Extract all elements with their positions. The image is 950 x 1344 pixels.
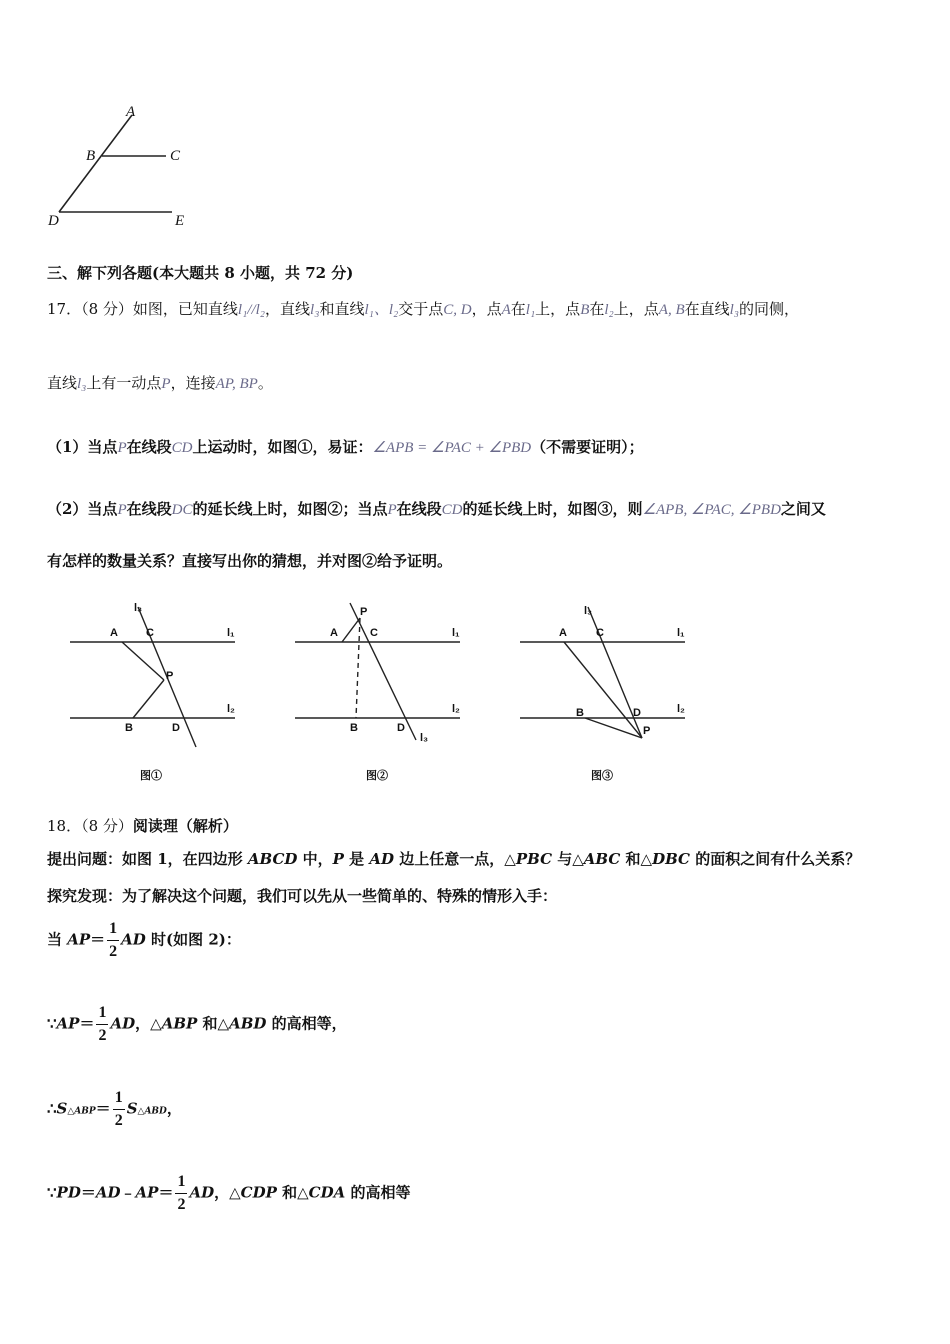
q18-header <box>47 815 238 836</box>
q17-text: 在线段 <box>126 500 172 518</box>
fig1-caption: 图① <box>140 770 162 782</box>
fraction-half <box>107 918 119 963</box>
fig2-label-A: A <box>330 627 338 639</box>
math-l3: l₃ <box>77 376 87 392</box>
q18-score: （8 分） <box>81 817 133 835</box>
math-CDP: CDP <box>240 1183 277 1202</box>
math-A-B: A, B <box>658 302 685 318</box>
fig3-caption: 图③ <box>591 770 613 782</box>
math-l1-l2: l₁、l₂ <box>364 302 399 318</box>
fig3-label-l2: l₂ <box>677 703 685 715</box>
q17-text: 在线段 <box>396 500 442 518</box>
q17-text: 的延长线上时，如图③，则 <box>462 500 643 518</box>
math-S: S <box>126 1099 138 1118</box>
q17-text: ，直线 <box>265 300 311 318</box>
math-P: P <box>117 502 127 518</box>
fig1-label-l1: l₁ <box>227 627 235 639</box>
q17-text: 和直线 <box>319 300 365 318</box>
math-AD: AD <box>95 1183 121 1202</box>
fig3-label-l1: l₁ <box>677 627 685 639</box>
math-AD: AD <box>110 1014 136 1033</box>
q18-text: 和△ <box>620 850 653 868</box>
fig2-label-C: C <box>370 627 378 639</box>
equals-sign: ＝ <box>80 1183 96 1202</box>
q17-figures <box>60 600 700 785</box>
math-AP: AP <box>135 1183 159 1202</box>
section-heading: 三、解下列各题(本大题共 8 小题，共 72 分) <box>47 264 354 282</box>
q17-text: 。 <box>257 374 273 392</box>
fig1-label-P: P <box>166 670 174 682</box>
math-AP: AP <box>67 930 91 949</box>
fig3-label-l3: l₃ <box>584 605 593 617</box>
q17-text: ，点 <box>471 300 502 318</box>
q17-text: 在 <box>510 300 526 318</box>
math-l2: l₂ <box>604 302 614 318</box>
equals-sign: ＝ <box>79 1014 95 1033</box>
fraction-numerator: 1 <box>96 1002 108 1025</box>
fig2-label-l1: l₁ <box>452 627 460 639</box>
q18-text: 提出问题：如图 1，在四边形 <box>47 850 248 868</box>
q17-text: 如图，已知直线 <box>132 300 238 318</box>
line-AD <box>59 115 132 212</box>
math-AP-BP: AP, BP <box>215 376 258 392</box>
q18-text: 的面积之间有什么关系？ <box>690 850 861 868</box>
math-l3: l₃ <box>310 302 320 318</box>
q17-text: 上运动时，如图①，易证： <box>192 438 373 456</box>
q17-score: （8 分） <box>81 300 133 318</box>
fraction-half <box>96 1002 108 1047</box>
math-AD: AD <box>189 1183 215 1202</box>
fig1-label-C: C <box>146 627 154 639</box>
q18-number: 18． <box>47 817 82 835</box>
fig2-label-P: P <box>360 606 368 618</box>
q17-text: 交于点 <box>398 300 444 318</box>
math-CDA: CDA <box>308 1183 346 1202</box>
q17-text: 直线 <box>47 374 78 392</box>
q18-title: 阅读理（解析） <box>132 817 238 835</box>
math-S: S <box>56 1099 68 1118</box>
label-D: D <box>48 213 59 229</box>
q18-text: ，△ <box>214 1183 241 1202</box>
q17-figures-svg <box>60 600 700 785</box>
q18-text: 的高相等 <box>345 1183 411 1202</box>
math-P: P <box>117 440 127 456</box>
fig1-label-D: D <box>172 722 180 734</box>
math-PD: PD <box>56 1183 81 1202</box>
label-B: B <box>86 148 96 164</box>
math-ABC: ABC <box>583 850 621 868</box>
subscript-ABP: △ABP <box>67 1106 96 1117</box>
math-l1-parallel-l2: l₁//l₂ <box>237 302 266 318</box>
fig3-label-C: C <box>596 627 604 639</box>
q17-part1 <box>47 436 644 457</box>
q17-text: 的同侧， <box>739 300 800 318</box>
fig3-label-A: A <box>559 627 567 639</box>
q17-text: 之间又 <box>780 500 826 518</box>
q17-text: （1）当点 <box>47 438 118 456</box>
math-angle-equation: ∠APB = ∠PAC + ∠PBD <box>372 440 532 456</box>
equals-sign: ＝ <box>90 930 106 949</box>
math-C-D: C, D <box>443 302 472 318</box>
math-l3: l₃ <box>729 302 740 318</box>
q17-text: ，连接 <box>170 374 216 392</box>
q18-text: 中， <box>297 850 333 868</box>
math-B: B <box>580 302 590 318</box>
fraction-half <box>113 1087 125 1132</box>
q18-text: 边上任意一点，△ <box>394 850 516 868</box>
fig2-caption: 图② <box>366 770 388 782</box>
q17-text: （不需要证明）； <box>531 438 644 456</box>
math-A: A <box>501 302 511 318</box>
equals-sign: ＝ <box>158 1183 174 1202</box>
q17-text: 在线段 <box>126 438 172 456</box>
q18-text: ，△ <box>135 1014 162 1033</box>
label-C: C <box>170 148 181 164</box>
q18-step2 <box>47 1002 347 1047</box>
q18-text: 和△ <box>276 1183 309 1202</box>
q18-step4 <box>47 1171 411 1216</box>
fraction-denominator: 2 <box>114 1112 123 1129</box>
math-P: P <box>387 502 397 518</box>
math-AD: AD <box>369 850 395 868</box>
fig1-label-l2: l₂ <box>227 703 235 715</box>
figure-2 <box>295 603 460 740</box>
math-DC: DC <box>171 502 193 518</box>
fig2-label-D: D <box>397 722 405 734</box>
q17-line1 <box>47 298 799 319</box>
math-P: P <box>332 850 344 868</box>
fig2-label-l2: l₂ <box>452 703 460 715</box>
because-symbol: ∵ <box>47 1014 57 1033</box>
math-CD: CD <box>171 440 193 456</box>
fraction-denominator: 2 <box>98 1027 107 1044</box>
q18-text: ， <box>166 1099 182 1118</box>
q17-text: 在直线 <box>684 300 730 318</box>
fraction-numerator: 1 <box>107 918 119 941</box>
math-DBC: DBC <box>652 850 690 868</box>
fig2-label-B: B <box>350 722 358 734</box>
fig2-label-l3: l₃ <box>420 732 429 744</box>
label-A: A <box>126 104 136 120</box>
fraction-numerator: 1 <box>175 1171 187 1194</box>
fraction-denominator: 2 <box>177 1196 186 1213</box>
math-ABP: ABP <box>161 1014 198 1033</box>
top-figure-svg <box>40 100 210 240</box>
fig1-label-l3: l₃ <box>134 602 143 614</box>
minus-sign: ﹣ <box>120 1183 136 1202</box>
q17-part2 <box>47 498 826 519</box>
equals-sign: ＝ <box>95 1099 111 1118</box>
math-ABD: ABD <box>229 1014 267 1033</box>
math-PBC: PBC <box>515 850 553 868</box>
because-symbol: ∵ <box>47 1183 57 1202</box>
math-angles: ∠APB, ∠PAC, ∠PBD <box>642 502 781 518</box>
q18-explore: 探究发现：为了解决这个问题，我们可以先从一些简单的、特殊的情形入手： <box>47 887 558 905</box>
q18-text: 是 <box>343 850 370 868</box>
q18-step1 <box>47 918 241 963</box>
fig3-label-B: B <box>576 707 584 719</box>
q18-question <box>47 848 860 869</box>
fig3-label-D: D <box>633 707 641 719</box>
fraction-denominator: 2 <box>109 943 118 960</box>
math-AP: AP <box>56 1014 80 1033</box>
q17-text: 上，点 <box>535 300 581 318</box>
top-figure <box>40 100 210 240</box>
math-ABCD: ABCD <box>247 850 298 868</box>
math-P: P <box>161 376 171 392</box>
q18-text: 当 <box>47 930 68 949</box>
q17-text: 在 <box>589 300 605 318</box>
q18-text: 时(如图 2)： <box>145 930 241 949</box>
q17-line2 <box>47 372 273 393</box>
therefore-symbol: ∴ <box>47 1099 57 1118</box>
math-l1: l₁ <box>525 302 536 318</box>
q18-text: 的高相等， <box>266 1014 347 1033</box>
q17-text: （2）当点 <box>47 500 118 518</box>
q17-part2-line2: 有怎样的数量关系？直接写出你的猜想，并对图②给予证明。 <box>47 552 453 570</box>
fraction-half <box>175 1171 187 1216</box>
subscript-ABD: △ABD <box>137 1106 167 1117</box>
q18-text: 与△ <box>552 850 584 868</box>
math-CD: CD <box>441 502 463 518</box>
math-AD: AD <box>121 930 146 949</box>
q17-number: 17． <box>47 300 82 318</box>
fig1-label-B: B <box>125 722 133 734</box>
q17-text: 上有一动点 <box>86 374 162 392</box>
label-E: E <box>175 213 185 229</box>
q17-text: 的延长线上时，如图②；当点 <box>192 500 388 518</box>
fig1-label-A: A <box>110 627 118 639</box>
q17-text: 上，点 <box>613 300 659 318</box>
q18-step3 <box>47 1087 182 1132</box>
fraction-numerator: 1 <box>113 1087 125 1110</box>
q18-text: 和△ <box>197 1014 230 1033</box>
fig3-label-P: P <box>643 725 651 737</box>
